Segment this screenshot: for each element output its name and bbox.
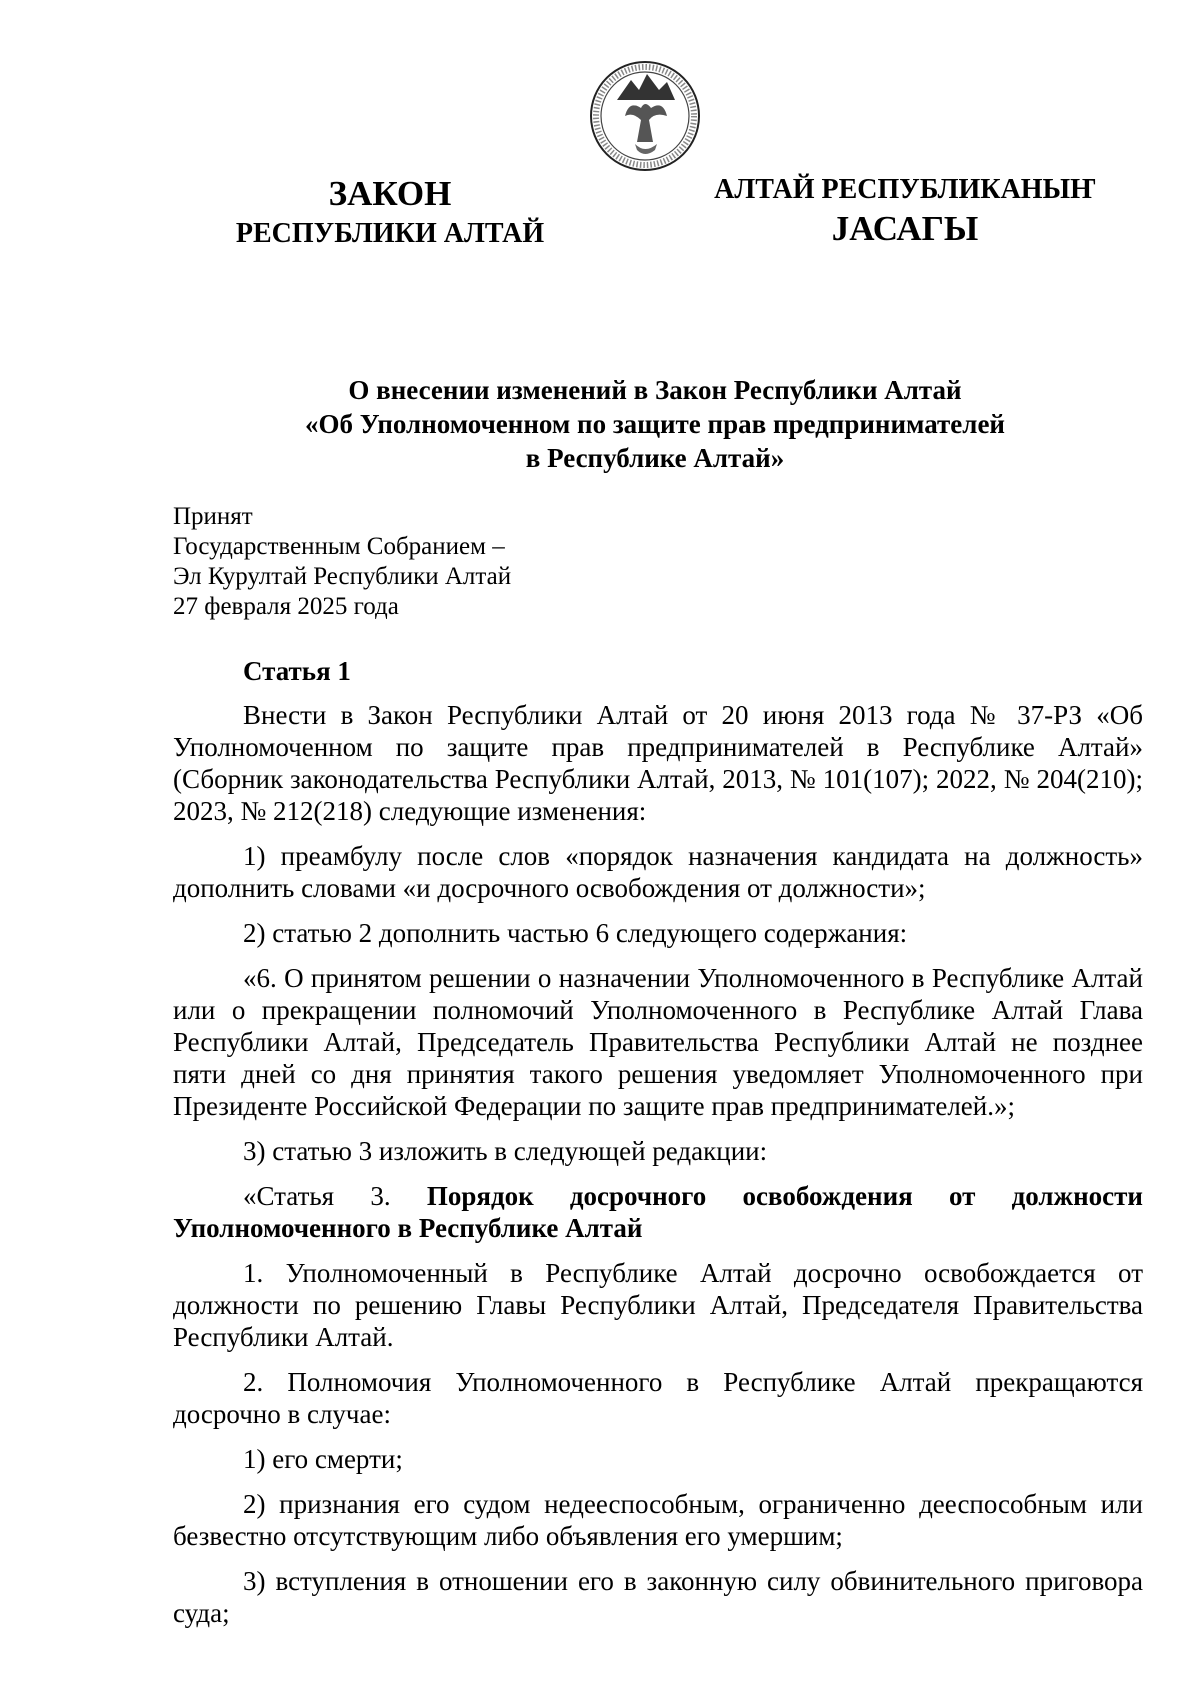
article-3-heading bbox=[173, 1180, 1143, 1244]
coat-of-arms-emblem bbox=[589, 60, 701, 172]
paragraph: Внести в Закон Республики Алтай от 20 июня 2013 года № 37-РЗ «Об Уполномоченном по защите прав предпринимателей в Республике Алтай» (Сборник законодательства Республики Алтай, 2013, № 101(107); 2022, № 204(210); 2023, № 212(218) следующие изменения: bbox=[173, 700, 1143, 826]
article-3-title: Порядок досрочного освобождения от должности Уполномоченного в Республике Алтай bbox=[173, 1181, 1143, 1243]
header-law-word: ЗАКОН bbox=[328, 174, 452, 213]
paragraph: 3) статью 3 изложить в следующей редакции: bbox=[243, 1136, 768, 1166]
adopted-line-3: Эл Курултай Республики Алтай bbox=[173, 563, 512, 590]
paragraph: 1. Уполномоченный в Республике Алтай досрочно освобождается от должности по решению Главы Республики Алтай, Председателя Правительства Республики Алтай. bbox=[173, 1258, 1143, 1352]
document-title bbox=[170, 373, 1140, 475]
header-altai-republic: АЛТАЙ РЕСПУБЛИКАНЫҤ bbox=[714, 174, 1096, 205]
adopted-line-1: Принят bbox=[173, 503, 253, 530]
title-line-1: О внесении изменений в Закон Республики Алтай bbox=[348, 375, 962, 405]
title-line-2: «Об Уполномоченном по защите прав предпринимателей bbox=[305, 409, 1005, 439]
law-header-russian bbox=[200, 172, 580, 251]
paragraph: 1) его смерти; bbox=[243, 1444, 403, 1474]
article-3-prefix: «Статья 3. bbox=[243, 1181, 427, 1211]
law-header-altai bbox=[700, 172, 1110, 251]
paragraph: 2. Полномочия Уполномоченного в Республике Алтай прекращаются досрочно в случае: bbox=[173, 1367, 1143, 1429]
article-heading: Статья 1 bbox=[243, 656, 351, 686]
adopted-date: 27 февраля 2025 года bbox=[173, 593, 399, 620]
adopted-line-2: Государственным Собранием – bbox=[173, 533, 505, 560]
paragraph: 2) признания его судом недееспособным, ограниченно дееспособным или безвестно отсутствующим либо объявления его умершим; bbox=[173, 1489, 1143, 1551]
paragraph: «6. О принятом решении о назначении Уполномоченного в Республике Алтай или о прекращении полномочий Уполномоченного в Республике Алтай Глава Республики Алтай, Председатель Правительства Республики Алтай не позднее пяти дней со дня принятия такого решения уведомляет Уполномоченного при Президенте Российской Федерации по защите прав предпринимателей.»; bbox=[173, 963, 1143, 1121]
header-republic-name: РЕСПУБЛИКИ АЛТАЙ bbox=[235, 217, 545, 249]
paragraph: 3) вступления в отношении его в законную силу обвинительного приговора суда; bbox=[173, 1566, 1143, 1628]
header-altai-law-word: ЈАСАГЫ bbox=[831, 209, 979, 248]
adoption-block bbox=[173, 502, 511, 622]
paragraph: 2) статью 2 дополнить частью 6 следующего содержания: bbox=[243, 918, 908, 948]
document-body bbox=[173, 655, 1143, 1642]
title-line-3: в Республике Алтай» bbox=[525, 443, 785, 473]
paragraph: 1) преамбулу после слов «порядок назначения кандидата на должность» дополнить словами «и досрочного освобождения от должности»; bbox=[173, 841, 1143, 903]
